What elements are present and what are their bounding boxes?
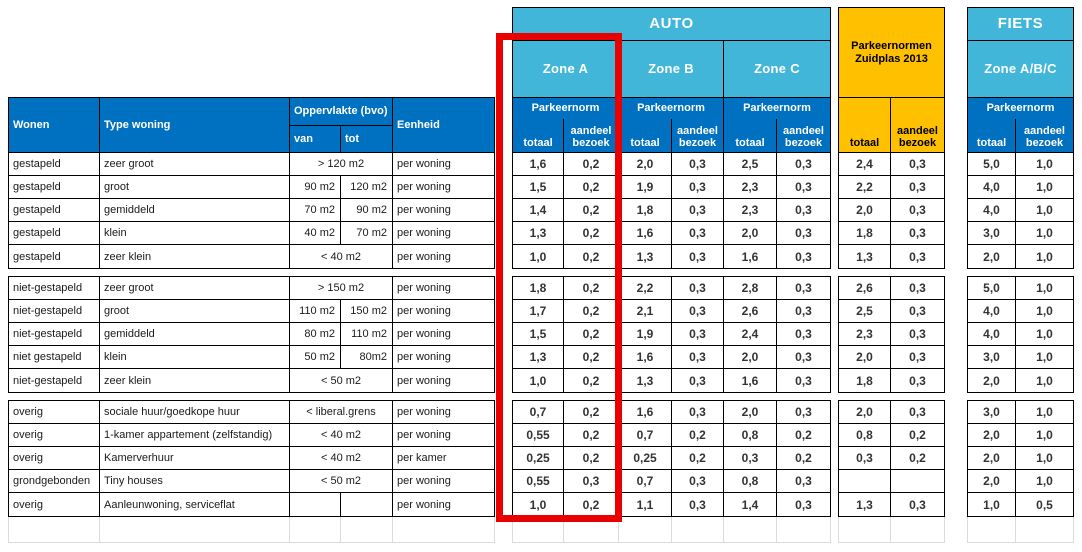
type-woning-cell: gemiddeld: [100, 323, 290, 346]
norm-value-cell: 1,9: [619, 323, 672, 346]
norm-value-cell: 1,3: [619, 245, 672, 268]
norm-value-cell: 0,3: [672, 277, 724, 300]
left-section-overig: [8, 400, 495, 517]
oppervlakte-tot-cell: 150 m2: [341, 300, 393, 323]
norm-value-cell: [839, 470, 891, 493]
eenheid-cell: per woning: [393, 300, 494, 323]
norm-value-cell: 2,0: [839, 401, 891, 424]
norm-value-cell: 1,0: [1016, 222, 1073, 245]
norm-value-cell: 2,0: [968, 470, 1016, 493]
eenheid-cell: per woning: [397, 374, 451, 387]
fiets-section-overig: [967, 400, 1074, 517]
norm-value-cell: 2,0: [724, 222, 777, 245]
norm-value-cell: 1,5: [513, 176, 564, 199]
eenheid-cell: per woning: [393, 176, 494, 199]
norm-value-cell: 0,2: [564, 300, 619, 323]
norm-value-cell: 0,2: [564, 245, 619, 268]
oppervlakte-tot-cell: 80m2: [341, 346, 393, 369]
wonen-cell: gestapeld: [9, 176, 100, 199]
empty-cell: [968, 517, 1016, 542]
norm-value-cell: 0,3: [777, 401, 830, 424]
norm-value-cell: 1,0: [1036, 373, 1053, 388]
eenheid-cell: per woning: [393, 153, 494, 176]
norm-value-cell: 1,1: [619, 493, 672, 516]
norm-value-cell: 2,0: [968, 447, 1016, 470]
norm-value-cell: 1,8: [619, 199, 672, 222]
norm-value-cell: 0,2: [564, 424, 619, 447]
norm-value-cell: 2,5: [839, 300, 891, 323]
norm-value-cell: 1,6: [619, 401, 672, 424]
wonen-cell: niet-gestapeld: [9, 277, 100, 300]
oppervlakte-tot-cell: [341, 493, 393, 516]
norm-value-cell: 1,0: [1016, 153, 1073, 176]
wonen-cell: niet-gestapeld: [9, 323, 100, 346]
norm-value-cell: 2,0: [839, 346, 891, 369]
norm-value-cell: 0,25: [513, 447, 564, 470]
norm-value-cell: 1,0: [1016, 199, 1073, 222]
type-woning-cell: zeer groot: [100, 277, 290, 300]
totaal-header: totaal: [513, 119, 564, 153]
left-section-niet-gestapeld: [8, 276, 495, 393]
norm-value-cell: 0,55: [513, 424, 564, 447]
norm-value-cell: 3,0: [968, 346, 1016, 369]
norm-value-cell: 1,4: [724, 493, 777, 516]
wonen-cell: overig: [9, 424, 100, 447]
norm-value-cell: 5,0: [968, 277, 1016, 300]
norm-value-cell: 0,3: [891, 277, 944, 300]
norm-value-cell: 2,0: [839, 199, 891, 222]
type-woning-cell: sociale huur/goedkope huur: [100, 401, 290, 424]
norm-value-cell: 0,2: [564, 401, 619, 424]
norm-value-cell: 0,3: [672, 493, 724, 516]
norm-value-cell: 1,4: [513, 199, 564, 222]
empty-grid-row: [838, 517, 945, 543]
norm-value-cell: 0,3: [795, 373, 812, 388]
norm-value-cell: 1,0: [1016, 424, 1073, 447]
oppervlakte-tot-cell: 90 m2: [341, 199, 393, 222]
norm-value-cell: 2,6: [839, 277, 891, 300]
norm-value-cell: 2,0: [724, 401, 777, 424]
col-header-wonen: Wonen: [9, 98, 100, 153]
parkeernorm-label: Parkeernorm: [968, 98, 1073, 119]
norm-value-cell: 0,3: [672, 300, 724, 323]
zone-a-highlight-border: [496, 33, 622, 522]
norm-value-cell: 0,7: [513, 401, 564, 424]
norm-value-cell: 0,2: [891, 447, 944, 470]
norm-value-cell: 0,2: [891, 424, 944, 447]
eenheid-cell: per woning: [393, 424, 494, 447]
norm-value-cell: 0,3: [891, 346, 944, 369]
norm-value-cell: 1,0: [1016, 176, 1073, 199]
norm-value-cell: 0,3: [777, 153, 830, 176]
oppervlakte-range-cell: < 40 m2: [290, 447, 393, 470]
norm-value-cell: 1,6: [724, 369, 777, 392]
norm-value-cell: 0,2: [564, 222, 619, 245]
empty-cell: [100, 517, 290, 542]
empty-cell: [1016, 517, 1073, 542]
norm-value-cell: 0,3: [672, 153, 724, 176]
norm-value-cell: 1,0: [513, 493, 564, 516]
fiets-section-niet-gestapeld: [967, 276, 1074, 393]
norm-value-cell: 1,0: [1016, 470, 1073, 493]
norm-value-cell: 4,0: [968, 300, 1016, 323]
eenheid-cell: per woning: [393, 222, 494, 245]
norm-value-cell: 2,5: [724, 153, 777, 176]
norm-value-cell: 0,3: [672, 222, 724, 245]
norm-value-cell: 1,3: [513, 222, 564, 245]
oppervlakte-van-cell: 90 m2: [290, 176, 341, 199]
norm-value-cell: 3,0: [968, 222, 1016, 245]
fiets-section-gestapeld: [967, 152, 1074, 269]
norm-value-cell: 0,3: [777, 222, 830, 245]
totaal-header: totaal: [619, 119, 672, 153]
zone-abc-header: Zone A/B/C: [968, 41, 1073, 98]
norm-value-cell: 0,2: [564, 176, 619, 199]
norm-value-cell: 0,8: [839, 424, 891, 447]
aandeel-bezoek-header: aandeel bezoek: [777, 119, 830, 153]
eenheid-cell: per kamer: [393, 447, 494, 470]
norm-value-cell: 2,6: [724, 300, 777, 323]
empty-cell: [341, 517, 393, 542]
empty-cell: [839, 517, 891, 542]
norm-value-cell: 4,0: [968, 176, 1016, 199]
fiets-header: [967, 7, 1074, 154]
aandeel-bezoek-header: aandeel bezoek: [891, 98, 944, 153]
norm-value-cell: 1,0: [1016, 323, 1073, 346]
norm-value-cell: 1,0: [1016, 277, 1073, 300]
norm-value-cell: 1,0: [1016, 447, 1073, 470]
empty-cell: [777, 517, 830, 542]
norm-value-cell: 1,0: [1016, 346, 1073, 369]
type-woning-cell: Kamerverhuur: [100, 447, 290, 470]
col-header-eenheid: Eenheid: [393, 98, 494, 153]
col-header-oppervlakte: Oppervlakte (bvo): [290, 98, 393, 126]
norm-value-cell: [891, 470, 944, 493]
norm-value-cell: 1,3: [839, 493, 891, 516]
norm-value-cell: 0,7: [619, 470, 672, 493]
empty-cell: [891, 517, 944, 542]
norm-value-cell: 0,2: [564, 369, 619, 392]
norm-value-cell: 2,0: [619, 153, 672, 176]
eenheid-cell: per woning: [393, 346, 494, 369]
norm-value-cell: 2,4: [724, 323, 777, 346]
norm-value-cell: 0,2: [777, 447, 830, 470]
oppervlakte-van-cell: 40 m2: [290, 222, 341, 245]
oppervlakte-range-cell: < 50 m2: [290, 470, 393, 493]
oppervlakte-tot-cell: 120 m2: [341, 176, 393, 199]
housing-header: [8, 97, 495, 154]
oppervlakte-van-cell: 110 m2: [290, 300, 341, 323]
wonen-cell: gestapeld: [9, 222, 100, 245]
norm-value-cell: 0,3: [891, 176, 944, 199]
norm-value-cell: 0,3: [891, 199, 944, 222]
oppervlakte-range-cell: < liberal.grens: [290, 401, 393, 424]
wonen-cell: gestapeld: [9, 245, 100, 268]
norm-value-cell: 2,3: [724, 176, 777, 199]
type-woning-cell: groot: [100, 176, 290, 199]
norm-value-cell: 2,3: [839, 323, 891, 346]
norm-value-cell: 5,0: [968, 153, 1016, 176]
norm-value-cell: 0,3: [891, 300, 944, 323]
norm-value-cell: 0,3: [672, 470, 724, 493]
wonen-cell: niet-gestapeld: [9, 300, 100, 323]
totaal-header: totaal: [968, 119, 1016, 153]
empty-cell: [724, 517, 777, 542]
oppervlakte-range-cell: < 50 m2: [290, 369, 393, 392]
zone-b-header: Zone B: [619, 41, 724, 98]
type-woning-cell: zeer klein: [100, 245, 290, 268]
norm-value-cell: 0,3: [672, 245, 724, 268]
norm-value-cell: 1,8: [839, 222, 891, 245]
norm-value-cell: 1,3: [839, 245, 891, 268]
norm-value-cell: 0,2: [564, 323, 619, 346]
type-woning-cell: zeer groot: [100, 153, 290, 176]
col-header-van: van: [290, 126, 341, 153]
norm-value-cell: 1,0: [968, 493, 1016, 516]
norm-value-cell: 1,6: [724, 245, 777, 268]
type-woning-cell: klein: [100, 346, 290, 369]
eenheid-cell: per woning: [393, 470, 494, 493]
wonen-cell: niet-gestapeld: [9, 369, 100, 392]
empty-cell: [393, 517, 494, 542]
norm-value-cell: 1,3: [513, 346, 564, 369]
norm-value-cell: 0,3: [839, 447, 891, 470]
norm-value-cell: 2,0: [968, 245, 1016, 268]
empty-cell: [290, 517, 341, 542]
norm-value-cell: 1,7: [513, 300, 564, 323]
empty-cell: [9, 517, 100, 542]
eenheid-cell: per woning: [393, 277, 494, 300]
eenheid-cell: per woning: [397, 250, 451, 263]
norm-value-cell: 0,3: [672, 176, 724, 199]
norm-value-cell: 1,3: [619, 369, 672, 392]
zuidplas-section-gestapeld: [838, 152, 945, 269]
aandeel-bezoek-header: aandeel bezoek: [564, 119, 619, 153]
norm-value-cell: 0,5: [1036, 497, 1053, 512]
oppervlakte-range-cell: < 40 m2: [290, 424, 393, 447]
oppervlakte-van-cell: 80 m2: [290, 323, 341, 346]
oppervlakte-van-cell: [290, 493, 341, 516]
norm-value-cell: 2,8: [724, 277, 777, 300]
norm-value-cell: 0,2: [777, 424, 830, 447]
norm-value-cell: 0,3: [777, 470, 830, 493]
wonen-cell: overig: [9, 447, 100, 470]
norm-value-cell: 1,8: [513, 277, 564, 300]
eenheid-cell: per woning: [393, 323, 494, 346]
norm-value-cell: 0,3: [777, 176, 830, 199]
norm-value-cell: 0,8: [724, 470, 777, 493]
norm-value-cell: 2,2: [839, 176, 891, 199]
left-section-gestapeld: [8, 152, 495, 269]
norm-value-cell: 0,3: [795, 249, 812, 264]
aandeel-bezoek-header: aandeel bezoek: [672, 119, 724, 153]
norm-value-cell: 0,3: [891, 323, 944, 346]
auto-title: AUTO: [513, 8, 830, 41]
norm-value-cell: 1,0: [513, 245, 564, 268]
norm-value-cell: 3,0: [968, 401, 1016, 424]
wonen-cell: gestapeld: [9, 199, 100, 222]
norm-value-cell: 0,3: [672, 369, 724, 392]
oppervlakte-range-cell: > 120 m2: [290, 153, 393, 176]
oppervlakte-range-cell: > 150 m2: [290, 277, 393, 300]
parkeernorm-label: Parkeernorm: [724, 98, 830, 119]
norm-value-cell: 0,3: [909, 373, 926, 388]
norm-value-cell: 4,0: [968, 323, 1016, 346]
norm-value-cell: 0,3: [909, 497, 926, 512]
empty-grid-row: [8, 517, 495, 543]
wonen-cell: overig: [9, 401, 100, 424]
zuidplas-header: [838, 7, 945, 154]
wonen-cell: gestapeld: [9, 153, 100, 176]
zuidplas-section-overig: [838, 400, 945, 517]
oppervlakte-tot-cell: 70 m2: [341, 222, 393, 245]
norm-value-cell: 2,0: [968, 424, 1016, 447]
wonen-cell: overig: [9, 493, 100, 516]
fiets-title: FIETS: [968, 8, 1073, 41]
norm-value-cell: 0,55: [513, 470, 564, 493]
norm-value-cell: 1,6: [513, 153, 564, 176]
norm-value-cell: 0,3: [724, 447, 777, 470]
norm-value-cell: 0,3: [909, 249, 926, 264]
norm-value-cell: 0,3: [891, 153, 944, 176]
norm-value-cell: 2,0: [968, 369, 1016, 392]
norm-value-cell: 0,8: [724, 424, 777, 447]
zone-a-header: Zone A: [513, 41, 619, 98]
norm-value-cell: 0,2: [672, 424, 724, 447]
oppervlakte-tot-cell: 110 m2: [341, 323, 393, 346]
norm-value-cell: 0,3: [777, 323, 830, 346]
totaal-header: totaal: [724, 119, 777, 153]
type-woning-cell: zeer klein: [100, 369, 290, 392]
totaal-header: totaal: [839, 98, 891, 153]
eenheid-cell: per woning: [393, 401, 494, 424]
type-woning-cell: gemiddeld: [100, 199, 290, 222]
norm-value-cell: 1,0: [513, 369, 564, 392]
empty-cell: [672, 517, 724, 542]
empty-grid-row: [967, 517, 1074, 543]
norm-value-cell: 0,2: [672, 447, 724, 470]
empty-cell: [619, 517, 672, 542]
col-header-type-woning: Type woning: [100, 98, 290, 153]
oppervlakte-van-cell: 70 m2: [290, 199, 341, 222]
eenheid-cell: per woning: [393, 199, 494, 222]
norm-value-cell: 2,3: [724, 199, 777, 222]
norm-value-cell: 1,0: [1036, 249, 1053, 264]
norm-value-cell: 0,3: [672, 346, 724, 369]
norm-value-cell: 0,3: [795, 497, 812, 512]
type-woning-cell: groot: [100, 300, 290, 323]
wonen-cell: grondgebonden: [9, 470, 100, 493]
zone-c-header: Zone C: [724, 41, 830, 98]
type-woning-cell: 1-kamer appartement (zelfstandig): [100, 424, 290, 447]
norm-value-cell: 0,2: [564, 277, 619, 300]
parkeernorm-label: Parkeernorm: [513, 98, 619, 119]
norm-value-cell: 1,0: [1016, 401, 1073, 424]
norm-value-cell: 2,4: [839, 153, 891, 176]
norm-value-cell: 0,25: [619, 447, 672, 470]
type-woning-cell: Aanleunwoning, serviceflat: [100, 493, 290, 516]
norm-value-cell: 0,2: [564, 153, 619, 176]
norm-value-cell: 0,3: [672, 401, 724, 424]
norm-value-cell: 1,6: [619, 346, 672, 369]
norm-value-cell: 1,9: [619, 176, 672, 199]
zuidplas-section-niet-gestapeld: [838, 276, 945, 393]
norm-value-cell: 0,3: [891, 401, 944, 424]
norm-value-cell: 0,3: [891, 222, 944, 245]
norm-value-cell: 0,3: [672, 323, 724, 346]
wonen-cell: niet gestapeld: [9, 346, 100, 369]
norm-value-cell: 4,0: [968, 199, 1016, 222]
aandeel-bezoek-header: aandeel bezoek: [1016, 119, 1073, 153]
norm-value-cell: 0,7: [619, 424, 672, 447]
norm-value-cell: 0,2: [564, 447, 619, 470]
col-header-tot: tot: [341, 126, 393, 153]
norm-value-cell: 0,2: [564, 199, 619, 222]
norm-value-cell: 0,3: [777, 300, 830, 323]
norm-value-cell: 2,0: [724, 346, 777, 369]
type-woning-cell: klein: [100, 222, 290, 245]
type-woning-cell: Tiny houses: [100, 470, 290, 493]
norm-value-cell: 0,3: [777, 277, 830, 300]
norm-value-cell: 1,0: [1016, 300, 1073, 323]
norm-value-cell: 0,3: [672, 199, 724, 222]
norm-value-cell: 0,3: [564, 470, 619, 493]
norm-value-cell: 2,1: [619, 300, 672, 323]
oppervlakte-range-cell: < 40 m2: [290, 245, 393, 268]
norm-value-cell: 0,2: [564, 493, 619, 516]
norm-value-cell: 1,8: [839, 369, 891, 392]
zuidplas-title: Parkeernormen Zuidplas 2013: [839, 8, 944, 98]
norm-value-cell: 2,2: [619, 277, 672, 300]
eenheid-cell: per woning: [397, 498, 451, 511]
norm-value-cell: 0,2: [564, 346, 619, 369]
norm-value-cell: 0,3: [777, 346, 830, 369]
parkeernorm-label: Parkeernorm: [619, 98, 724, 119]
oppervlakte-van-cell: 50 m2: [290, 346, 341, 369]
norm-value-cell: 0,3: [777, 199, 830, 222]
norm-value-cell: 1,6: [619, 222, 672, 245]
norm-value-cell: 1,5: [513, 323, 564, 346]
